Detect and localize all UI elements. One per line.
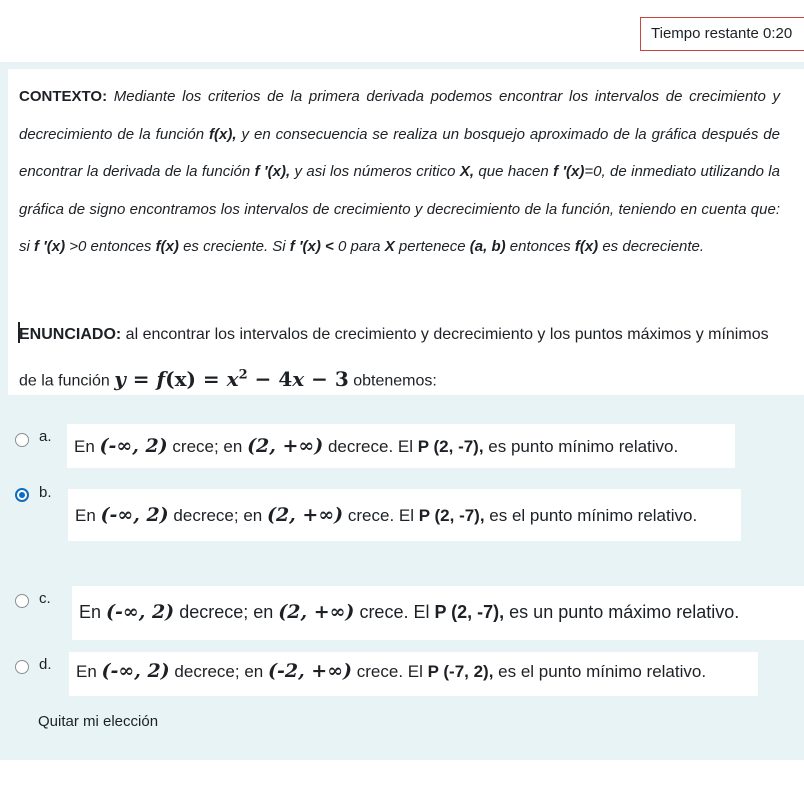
context-paragraph — [19, 78, 780, 266]
option-text: En — [74, 437, 100, 456]
option-text: es el punto mínimo relativo. — [484, 506, 698, 525]
context-text: 0 para — [333, 238, 385, 255]
context-text: que hacen — [474, 163, 554, 180]
eq-f: f — [156, 366, 166, 391]
eq-x: x — [292, 366, 305, 391]
radio-d[interactable] — [15, 660, 29, 674]
statement-label: ENUNCIADO: — [19, 326, 122, 343]
eq-equals: = — [195, 366, 227, 391]
eq-equals: = — [125, 366, 157, 391]
option-interval: (-2, +∞) — [267, 660, 353, 682]
context-text: es decreciente. — [598, 238, 705, 255]
option-text: es un punto máximo relativo. — [504, 602, 740, 622]
context-fprime: f ′(x) — [553, 163, 585, 180]
timer-display — [640, 17, 804, 51]
radio-c[interactable] — [15, 594, 29, 608]
timer-label: Tiempo restante — [651, 25, 759, 42]
eq-term: − 4 — [247, 366, 293, 391]
option-interval: (-∞, 2) — [100, 504, 169, 526]
option-interval: (2, +∞) — [247, 435, 324, 457]
option-text: es punto mínimo relativo. — [483, 437, 679, 456]
option-text: crece. El — [354, 602, 435, 622]
eq-exponent: 2 — [238, 367, 248, 382]
context-fprime: f ′(x) < — [289, 238, 334, 255]
answer-option-d[interactable] — [0, 652, 804, 712]
context-text: y asi los números critico — [290, 163, 460, 180]
option-text: decrece; en — [174, 602, 279, 622]
question-panel — [0, 62, 804, 760]
answer-option-b[interactable] — [0, 486, 804, 546]
option-text: En — [79, 602, 107, 622]
option-interval: (-∞, 2) — [106, 601, 175, 623]
option-interval: (-∞, 2) — [99, 435, 168, 457]
question-text — [8, 69, 804, 395]
option-label[interactable] — [67, 424, 735, 468]
context-fx: f(x) — [155, 238, 179, 255]
option-letter: b. — [39, 484, 52, 501]
option-interval: (2, +∞) — [278, 601, 355, 623]
option-point: P (2, -7), — [434, 602, 505, 622]
context-fx: f(x) — [574, 238, 599, 255]
option-point: P (2, -7), — [417, 437, 484, 456]
option-letter: d. — [39, 656, 52, 673]
option-label[interactable] — [69, 652, 758, 696]
option-text: decrece; en — [169, 662, 268, 681]
option-letter: a. — [39, 428, 52, 445]
eq-y: y — [114, 366, 126, 391]
context-x: X — [384, 238, 395, 255]
function-equation — [114, 367, 349, 391]
context-fprime: f ′(x) — [34, 238, 66, 255]
context-text: >0 entonces — [65, 238, 156, 255]
context-text: y en consecuencia se realiza un bosquejo aproximado de la gráfica después de encontrar la derivada de la función — [19, 125, 780, 180]
eq-x: x — [226, 366, 239, 391]
answer-option-a[interactable] — [0, 424, 804, 484]
context-fx: f(x), — [209, 125, 237, 143]
option-interval: (2, +∞) — [266, 504, 344, 526]
option-label[interactable] — [68, 489, 741, 541]
context-text: es creciente. Si — [178, 238, 290, 255]
radio-b[interactable] — [15, 488, 29, 502]
option-letter: c. — [39, 590, 51, 607]
option-text: decrece; en — [168, 506, 267, 525]
timer-value: 0:20 — [763, 25, 793, 42]
option-text: En — [76, 662, 102, 681]
clear-choice-link[interactable]: Quitar mi elección — [38, 713, 159, 730]
context-fprime: f ′(x), — [254, 163, 291, 180]
context-text: entonces — [505, 238, 575, 255]
context-label: CONTEXTO: — [19, 88, 108, 105]
context-text: =0, de inmediato utilizando la gráfica de signo encontramos los intervalos de crecimiento y decrecimiento de la función, teniendo en cuenta que: si — [19, 163, 780, 255]
statement-paragraph — [19, 315, 789, 402]
statement-tail: obtenemos: — [348, 372, 437, 390]
option-text: crece. El — [352, 662, 428, 681]
option-text: crece; en — [167, 437, 248, 456]
option-text: es el punto mínimo relativo. — [493, 662, 707, 681]
answer-option-c[interactable] — [0, 586, 804, 646]
option-text: decrece. El — [323, 437, 418, 456]
statement-text: al encontrar los intervalos de crecimiento y decrecimiento y los puntos máximos y mínimos de la función — [19, 326, 769, 390]
eq-term: − 3 — [304, 366, 349, 391]
context-interval: (a, b) — [469, 238, 506, 255]
eq-paren-x: (x) — [165, 366, 196, 391]
option-point: P (-7, 2), — [427, 662, 494, 681]
option-text: crece. El — [343, 506, 419, 525]
context-text: Mediante los criterios de la primera derivada podemos encontrar los intervalos de crecimiento y decrecimiento de la función — [19, 88, 780, 143]
option-text: En — [75, 506, 101, 525]
radio-a[interactable] — [15, 433, 29, 447]
option-point: P (2, -7), — [418, 506, 485, 525]
context-x: X, — [459, 163, 475, 180]
option-label[interactable] — [72, 586, 804, 640]
option-interval: (-∞, 2) — [101, 660, 170, 682]
context-text: pertenece — [394, 238, 470, 255]
